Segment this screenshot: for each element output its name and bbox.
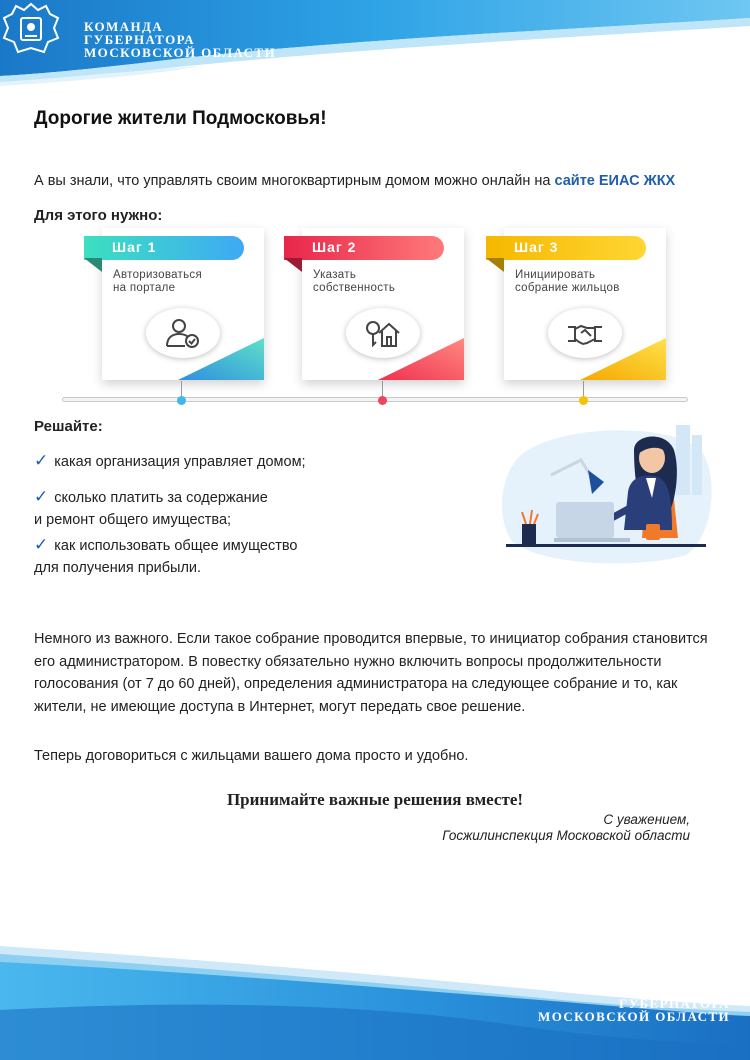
step-ribbon-3 [486, 236, 646, 260]
eias-site-link[interactable]: сайте ЕИАС ЖКХ [554, 173, 676, 189]
step-label: Шаг 3 [514, 239, 559, 255]
ribbon-fold [284, 258, 302, 272]
step-desc-line: Авторизоваться [113, 269, 202, 281]
coat-of-arms-icon [0, 0, 62, 58]
step-desc-line: Инициировать [515, 269, 596, 281]
brand-logo-text [84, 20, 276, 59]
list-item-text: сколько платить за содержание [54, 490, 268, 506]
woman-at-laptop-illustration [496, 420, 716, 570]
list-item-text: как использовать общее имущество [54, 538, 298, 554]
house-key-icon [365, 317, 401, 349]
step-desc-line: собрание жильцов [515, 282, 620, 294]
list-item-text: и ремонт общего имущества; [34, 512, 232, 528]
list-item-text: какая организация управляет домом; [54, 454, 306, 470]
brand-line: ГУБЕРНАТОРА [618, 996, 730, 1011]
signature-block [442, 812, 690, 844]
info-paragraph: Немного из важного. Если такое собрание проводится впервые, то инициатор собрания становится его администратором. В повестку обязательно нужно включить вопросы продолжительности голосования (от 7 до 60 дней), определения администратора на следующее собрание и то, как жители, не имеющие доступа в Интернет, могут передать свое решение. [34, 631, 708, 715]
step-desc-line: Указать [313, 269, 357, 281]
intro-text [34, 173, 675, 189]
header-banner [0, 0, 750, 100]
checkmark-icon: ✓ [34, 535, 49, 554]
brand-logo-text-footer [538, 984, 730, 1023]
motto-text: Принимайте важные решения вместе! [226, 790, 524, 809]
step-ribbon-2 [284, 236, 444, 260]
page-title: Дорогие жители Подмосковья! [34, 108, 327, 129]
list-item [34, 534, 297, 579]
signature-line: С уважением, [603, 812, 690, 827]
brand-line: МОСКОВСКОЙ ОБЛАСТИ [538, 1009, 730, 1024]
ribbon-fold [84, 258, 102, 272]
timeline-dot-1 [177, 396, 186, 405]
info-paragraph-2: Теперь договориться с жильцами вашего дома просто и удобно. [34, 748, 469, 764]
step-ribbon-1 [84, 236, 244, 260]
step-desc-line: собственность [313, 282, 396, 294]
footer-banner [0, 940, 750, 1060]
timeline-dot-3 [579, 396, 588, 405]
intro-body: А вы знали, что управлять своим многоквартирным домом можно онлайн на [34, 173, 555, 189]
step-icon-circle [146, 308, 220, 358]
step-description [515, 269, 620, 295]
list-item-text: для получения прибыли. [34, 560, 202, 576]
step-icon-circle [346, 308, 420, 358]
brand-line: ГУБЕРНАТОРА [84, 32, 196, 47]
step-desc-line: на портале [113, 282, 176, 294]
step-description [313, 269, 395, 295]
brand-line: КОМАНДА [84, 19, 164, 34]
step-label: Шаг 2 [312, 239, 357, 255]
brand-line: КОМАНДА [650, 983, 730, 998]
timeline-dot-2 [378, 396, 387, 405]
step-description [113, 269, 202, 295]
checkmark-icon: ✓ [34, 451, 49, 470]
steps-heading: Для этого нужно: [34, 207, 163, 224]
step-icon-circle [548, 308, 622, 358]
list-item [34, 486, 268, 531]
decide-heading: Решайте: [34, 418, 103, 435]
steps-timeline [62, 397, 688, 402]
step-label: Шаг 1 [112, 239, 157, 255]
brand-line: МОСКОВСКОЙ ОБЛАСТИ [84, 45, 276, 60]
user-check-icon [165, 317, 201, 349]
checkmark-icon: ✓ [34, 487, 49, 506]
list-item [34, 450, 306, 473]
signature-line: Госжилинспекция Московской области [442, 828, 690, 843]
handshake-icon [567, 317, 603, 349]
ribbon-fold [486, 258, 504, 272]
